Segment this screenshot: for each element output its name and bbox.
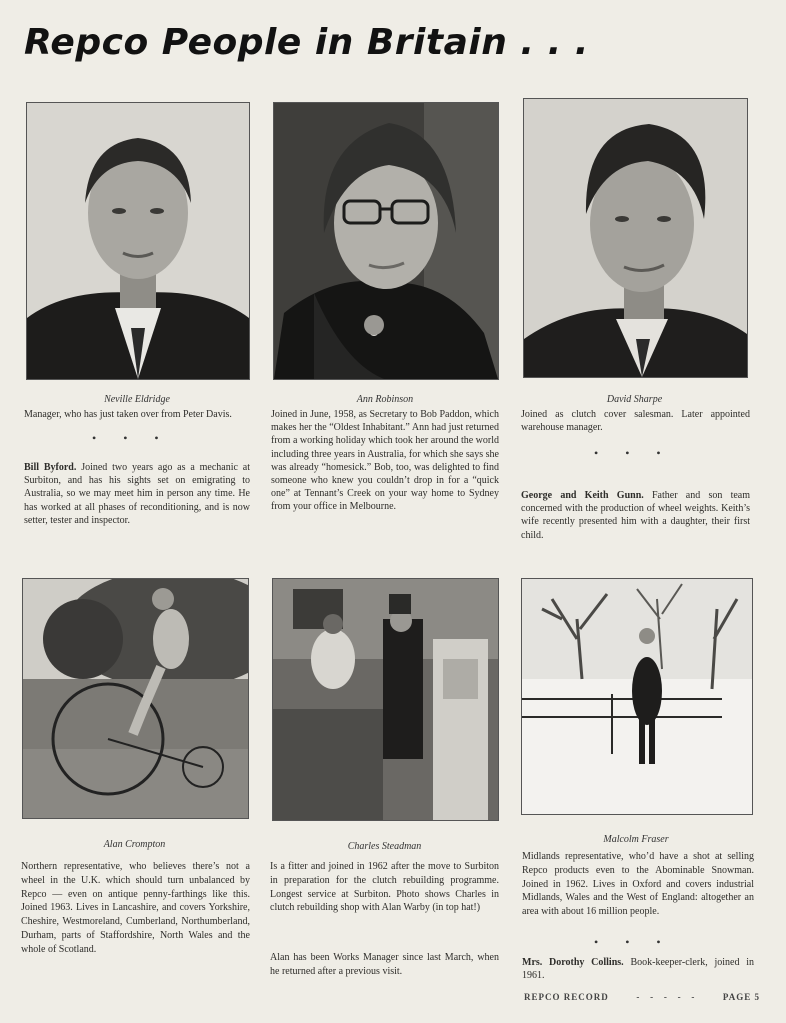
page-title: Repco People in Britain . . . (24, 22, 589, 63)
bio-dorothy-collins (522, 956, 754, 982)
caption-neville-eldridge: Neville Eldridge (104, 394, 170, 405)
caption-charles-steadman: Charles Steadman (347, 841, 422, 852)
caption-ann-robinson: Ann Robinson (356, 394, 414, 405)
name-dorothy-collins: Mrs. Dorothy Collins. (522, 957, 624, 968)
bio-bill-byford (24, 461, 250, 527)
photo-ann-robinson (273, 102, 499, 380)
text-dorothy-collins: Book-keeper-clerk, joined in 1961. (522, 957, 754, 982)
bio-neville-eldridge: Manager, who has just taken over from Peter Davis. (24, 409, 232, 420)
photo-david-sharpe (523, 98, 748, 378)
footer-publication: REPCO RECORD (524, 992, 609, 1002)
name-bill-byford: Bill Byford. (24, 462, 77, 473)
footer-page-number: PAGE 5 (722, 992, 760, 1002)
bio-charles-steadman: Is a fitter and joined in 1962 after the move to Surbiton in preparation for the clutch rebuilding programme. Longest service at Surbiton. Photo shows Charles in clutch rebuilding shop with Alan Warby (in top hat!) (270, 861, 499, 914)
text-bill-byford: Joined two years ago as a mechanic at Surbiton, and has his sights set on emigrating to Australia, so we may meet him in person any time. He has worked at all phases of reconditioning, and is now setter, tester and inspector. (24, 462, 250, 526)
bio-alan-crompton: Northern representative, who believes there’s not a wheel in the U.K. which should turn unbalanced by Repco — even on antique penny-farthings like this. Joined 1963. Lives in Lancashire, and covers Yorkshire, Cheshire, Westmoreland, Cumberland, Northumberland, Durham, parts of Staffordshire, North Wales and the whole of Scotland. (21, 861, 250, 955)
text-george-keith-gunn: Father and son team concerned with the production of wheel weights. Keith’s wife recently presented him with a daughter, their first child. (521, 490, 751, 541)
footer-dashes: - - - - - (636, 992, 696, 1002)
photo-alan-crompton (22, 578, 249, 819)
bio-alan-warby: Alan has been Works Manager since last March, when he returned after a previous visit. (270, 952, 499, 977)
page-footer (524, 992, 760, 1002)
separator-dots: • • • (92, 431, 159, 445)
separator-dots: • • • (594, 446, 661, 460)
bio-ann-robinson: Joined in June, 1958, as Secretary to Bob Paddon, which makes her the “Oldest Inhabitant.” Ann had just returned from a working holiday which took her around the world including three years in Australia, for which she says she was already “homesick.” Bob, too, was delighted to find someone who knew you couldn’t drop in for a “quick one” at Tennant’s Creek on your way home to Sydney from your office in Melbourne. (271, 409, 500, 513)
photo-neville-eldridge (26, 102, 250, 380)
caption-david-sharpe: David Sharpe (606, 394, 663, 405)
name-george-keith-gunn: George and Keith Gunn. (521, 490, 644, 501)
caption-alan-crompton: Alan Crompton (103, 839, 166, 850)
photo-charles-steadman (272, 578, 499, 821)
bio-george-keith-gunn (521, 489, 750, 542)
bio-malcolm-fraser: Midlands representative, who’d have a shot at selling Repco products even to the Abominable Snowman. Joined in 1962. Lives in Oxford and covers industrial Midlands, Wales and the West of England: altogether an area with about 16 million people. (522, 851, 754, 918)
separator-dots: • • • (594, 935, 661, 949)
bio-david-sharpe: Joined as clutch cover salesman. Later appointed warehouse manager. (521, 409, 750, 434)
photo-malcolm-fraser (521, 578, 753, 815)
caption-malcolm-fraser: Malcolm Fraser (603, 834, 669, 845)
